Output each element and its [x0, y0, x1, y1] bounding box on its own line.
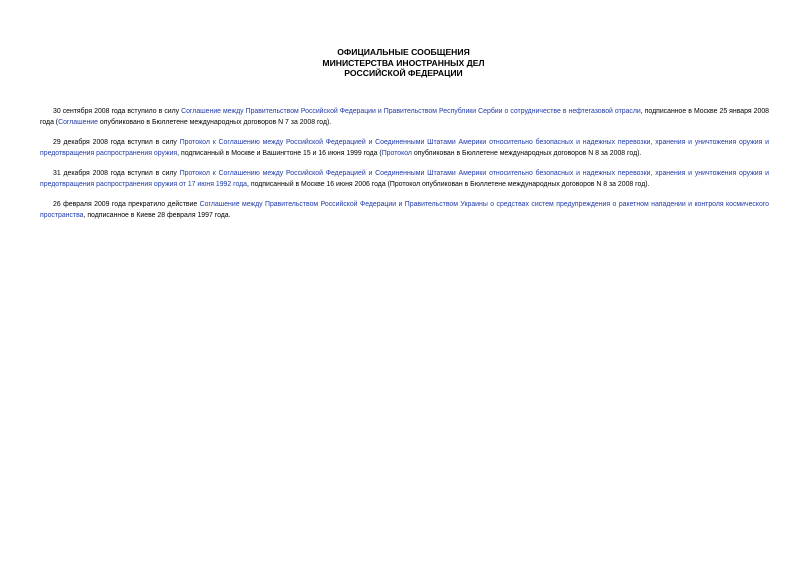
title-line-2: МИНИСТЕРСТВА ИНОСТРАННЫХ ДЕЛ [322, 57, 485, 68]
paragraph-text: , подписанный в Москве и Вашингтоне 15 и 16 июня 1999 года ( [177, 149, 382, 157]
paragraph-text: , подписанное в Киеве 28 февраля 1997 года. [83, 211, 231, 219]
agreement-serbia-link[interactable]: Соглашение между Правительством Российской Федерации и Правительством Республики Сербии о сотрудничестве в нефтегазовой отрасли [181, 108, 641, 115]
paragraph-text: 30 сентября 2008 года вступило в силу [53, 108, 182, 115]
document-title [0, 47, 807, 79]
paragraph-text: , подписанное в Москве 25 января 2008 года ( [40, 108, 769, 126]
paragraph-text: 29 декабря 2008 года вступил в силу [53, 139, 180, 146]
paragraph-usa-protocol-2006 [40, 169, 769, 190]
paragraph-serbia-agreement [40, 107, 769, 128]
paragraph-text: 31 декабря 2008 года вступил в силу [53, 170, 180, 177]
paragraph-text: 26 февраля 2009 года прекратило действие [53, 201, 200, 208]
protocol-usa-link[interactable]: Протокол к Соглашению между Российской Федерацией и Соединенными Штатами Америки относительно безопасных и надежных перевозки, хранения и уничтожения оружия и предотвращения распространения оружия [40, 139, 769, 157]
title-line-1: ОФИЦИАЛЬНЫЕ СООБЩЕНИЯ [337, 47, 470, 57]
agreement-link[interactable]: Соглашение [58, 118, 98, 126]
agreement-ukraine-link[interactable]: Соглашение между Правительством Российской Федерации и Правительством Украины о средствах систем предупреждения о ракетном нападении и контроля космического пространства [40, 201, 769, 219]
protocol-link[interactable]: Протокол [381, 149, 412, 157]
protocol-usa-1992-link[interactable]: Протокол к Соглашению между Российской Федерацией и Соединенными Штатами Америки относительно безопасных и надежных перевозки, хранения и уничтожения оружия и предотвращения распространения оружия от 17 июня 1992 года [40, 170, 769, 188]
paragraph-ukraine-agreement [40, 200, 769, 221]
paragraph-text: , подписанный в Москве 16 июня 2006 года (Протокол опубликован в Бюллетене международных договоров N 8 за 2008 год). [247, 180, 650, 188]
paragraph-text: опубликовано в Бюллетене международных договоров N 7 за 2008 год). [97, 118, 332, 126]
title-line-3: РОССИЙСКОЙ ФЕДЕРАЦИИ [344, 68, 463, 78]
paragraph-usa-protocol-1999 [40, 138, 769, 159]
paragraph-text: опубликован в Бюллетене международных договоров N 8 за 2008 год). [411, 149, 642, 157]
